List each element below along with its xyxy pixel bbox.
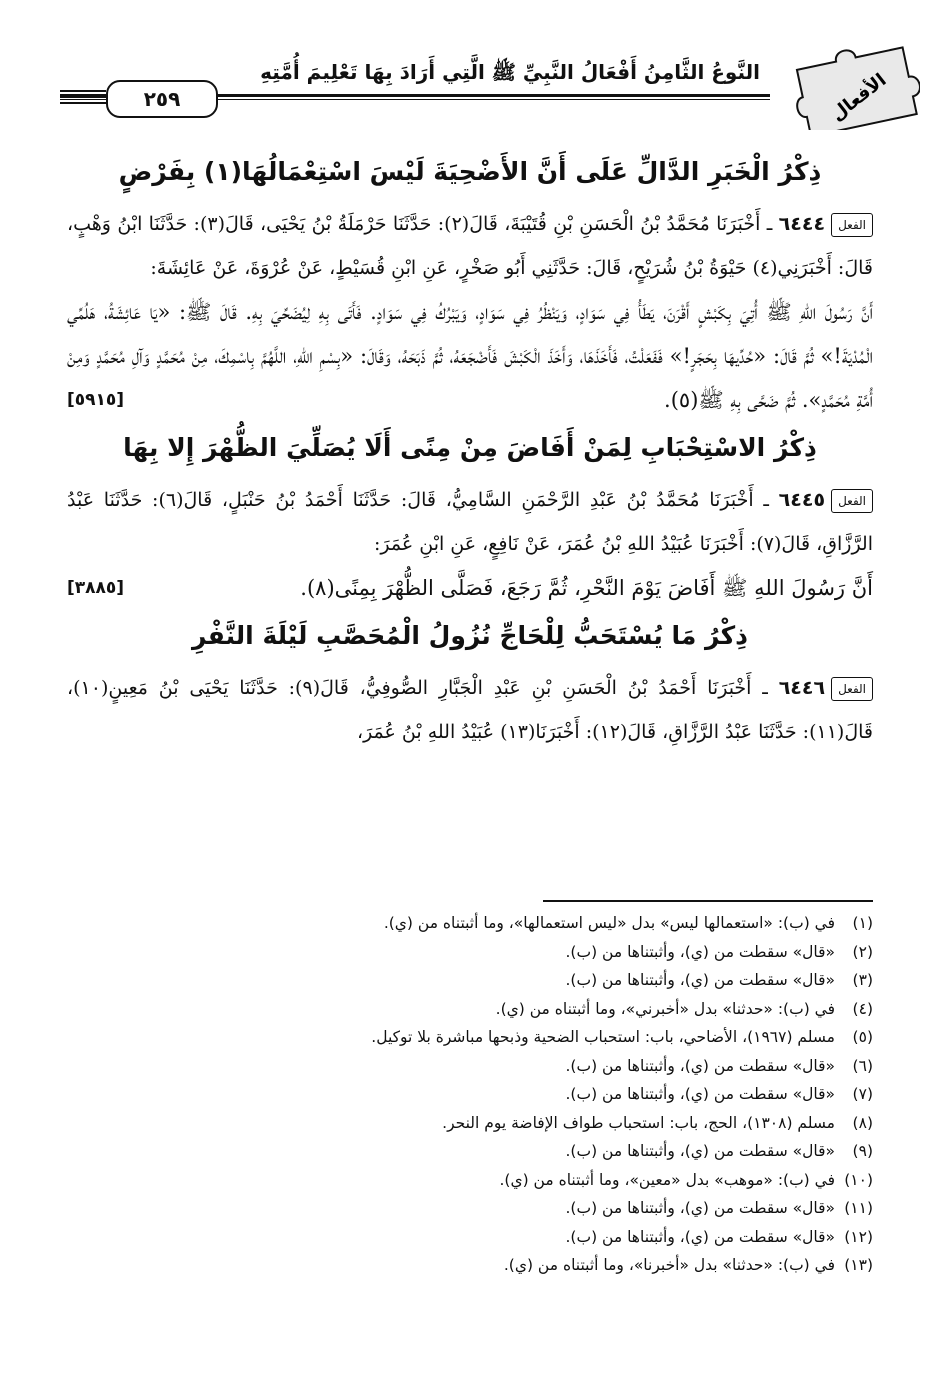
badge-label: الفعل — [831, 213, 873, 237]
footnote-text: «قال» سقطت من (ي)، وأثبتناها من (ب). — [565, 1056, 835, 1075]
footnote-number: (١٢) — [844, 1227, 873, 1246]
footnote — [67, 1109, 873, 1138]
footnote-number: (١٣) — [844, 1256, 873, 1274]
badge-label: الفعل — [831, 677, 873, 701]
footnote-text: «قال» سقطت من (ي)، وأثبتناها من (ب). — [565, 1142, 835, 1160]
footnote-number: (٢) — [852, 942, 873, 961]
matn-text: أَنَّ رَسُولَ اللهِ ﷺ أَفَاضَ يَوْمَ النَّحْرِ، ثُمَّ رَجَعَ، فَصَلَّى الظُّهْرَ بِمِنًى(٨). — [300, 576, 873, 600]
matn — [67, 566, 873, 610]
isnad-text: ـ أَخْبَرَنَا أَحْمَدُ بْنُ الْحَسَنِ بْنِ عَبْدِ الْجَبَّارِ الصُّوفِيُّ، قَالَ(٩): حَدَّثَنَا يَحْيَى بْنُ مَعِينٍ(١٠)، قَالَ(١١): حَدَّثَنَا عَبْدُ الرَّزَّاقِ، قَالَ(١٢): أَخْبَرَنَا(١٣) عُبَيْدُ اللهِ بْنُ عُمَرَ، — [67, 677, 873, 743]
footnote — [67, 1223, 873, 1252]
header-left-lines — [60, 90, 106, 108]
footnote-number: (٧) — [852, 1085, 873, 1103]
footnote-text: في (ب): «حدثنا» بدل «أخبرني»، وما أثبتناه من (ي). — [495, 999, 835, 1018]
isnad — [67, 666, 873, 754]
footnote-number: (١) — [852, 914, 873, 932]
cross-reference: [٥٩١٥] — [67, 390, 125, 410]
footnote — [67, 1166, 873, 1195]
footnote — [67, 1023, 873, 1052]
footnote — [67, 1251, 873, 1280]
puzzle-piece-icon — [792, 38, 920, 130]
footnote — [67, 909, 873, 938]
footnote — [67, 995, 873, 1024]
footnote-text: في (ب): «استعمالها ليس» بدل «ليس استعمالها»، وما أثبتناه من (ي). — [383, 914, 835, 932]
hadith-section — [67, 426, 873, 610]
section-title: ذِكْرُ الاسْتِحْبَابِ لِمَنْ أَفَاضَ مِنْ مِنًى أَلَا يُصَلِّيَ الظُّهْرَ إِلا بِهَا — [123, 433, 817, 462]
hadith-section — [67, 614, 873, 754]
hadith-number: ٦٤٤٦ — [778, 677, 826, 699]
footnote-number: (٣) — [852, 971, 873, 989]
footnote-text: مسلم (١٩٦٧)، الأضاحي، باب: استحباب الضحية وذبحها مباشرة بلا توكيل. — [371, 1028, 835, 1046]
footnote-text: «قال» سقطت من (ي)، وأثبتناها من (ب). — [565, 1227, 835, 1246]
section-title: ذِكْرُ مَا يُسْتَحَبُّ لِلْحَاجِّ نُزُولُ الْمُحَصَّبِ لَيْلَةَ النَّفْرِ — [192, 621, 748, 650]
footnote-number: (٨) — [852, 1113, 873, 1132]
footnote-text: «قال» سقطت من (ي)، وأثبتناها من (ب). — [565, 1085, 835, 1103]
footnote — [67, 938, 873, 967]
page-number: ٢٥٩ — [106, 80, 218, 118]
page-header — [60, 38, 910, 128]
matn-text: أَنَّ رَسُولَ اللهِ ﷺ أُتِيَ بِكَبْشٍ أَقْرَنَ، يَطَأُ فِي سَوَادٍ، وَيَنْظُرُ فِي سَوَادٍ، وَيَبْرُكُ فِي سَوَادٍ. فَأَتَى بِهِ لِيُضَحِّيَ بِهِ. قَالَ ﷺ: «يَا عَائِشَةُ، هَلُمِّي الْمُدْيَةَ!» ثُمَّ قَالَ: «حُدِّيهَا بِحَجَرٍ!» فَفَعَلْتُ، فَأَخَذَهَا، وَأَخَذَ الْكَبْشَ فَأَضْجَعَهُ، ثُمَّ ذَبَحَهُ، وَقَالَ: «بِسْمِ اللهِ، اللَّهُمَّ بِاسْمِكَ، مِنْ مُحَمَّدٍ وَآلِ مُحَمَّدٍ وَمِنْ أُمَّةِ مُحَمَّدٍ». ثُمَّ ضَحَّى بِهِ ﷺ(٥). — [67, 300, 873, 412]
footnote-number: (٦) — [852, 1056, 873, 1075]
hadith-section — [67, 150, 873, 422]
footnote — [67, 966, 873, 995]
badge-label: الفعل — [831, 489, 873, 513]
puzzle-label: الأفعال — [827, 69, 891, 126]
footnote-number: (١٠) — [844, 1170, 873, 1189]
isnad — [67, 478, 873, 566]
footnote-number: (٤) — [852, 999, 873, 1018]
footnote-number: (٥) — [852, 1028, 873, 1046]
running-title: النَّوعُ الثَّامِنُ أَفْعَالُ النَّبِيِّ ﷺ الَّتِي أَرَادَ بِهَا تَعْلِيمَ أُمَّتِهِ — [260, 60, 760, 84]
hadith-number: ٦٤٤٥ — [778, 489, 826, 511]
isnad-text: ـ أَخْبَرَنَا مُحَمَّدُ بْنُ عَبْدِ الرَّحْمَنِ السَّامِيُّ، قَالَ: حَدَّثَنَا أَحْمَدُ بْنُ حَنْبَلٍ، قَالَ(٦): حَدَّثَنَا عَبْدُ الرَّزَّاقِ، قَالَ(٧): أَخْبَرَنَا عُبَيْدُ اللهِ بْنُ عُمَرَ، عَنْ نَافِعٍ، عَنِ ابْنِ عُمَرَ: — [67, 489, 873, 555]
footnote — [67, 1137, 873, 1166]
footnote-text: في (ب): «موهب» بدل «معين»، وما أثبتناه من (ي). — [499, 1170, 835, 1189]
footnote-rule — [543, 900, 873, 902]
footnote-text: مسلم (١٣٠٨)، الحج، باب: استحباب طواف الإفاضة يوم النحر. — [442, 1113, 835, 1132]
footnote — [67, 1080, 873, 1109]
cross-reference: [٣٨٨٥] — [67, 578, 125, 598]
footnote — [67, 1052, 873, 1081]
footnote-text: «قال» سقطت من (ي)، وأثبتناها من (ب). — [565, 1199, 835, 1217]
footnote — [67, 1194, 873, 1223]
main-text — [67, 150, 873, 758]
hadith-number: ٦٤٤٤ — [778, 213, 826, 235]
section-title: ذِكْرُ الْخَبَرِ الدَّالِّ عَلَى أَنَّ الأَضْحِيَةَ لَيْسَ اسْتِعْمَالُهَا(١) بِفَرْضٍ — [118, 157, 822, 186]
matn — [67, 290, 873, 422]
footnotes — [67, 909, 873, 1280]
footnote-text: في (ب): «حدثنا» بدل «أخبرنا»، وما أثبتناه من (ي). — [503, 1256, 835, 1274]
footnote-number: (١١) — [844, 1199, 873, 1217]
isnad-text: ـ أَخْبَرَنَا مُحَمَّدُ بْنُ الْحَسَنِ بْنِ قُتَيْبَةَ، قَالَ(٢): حَدَّثَنَا حَرْمَلَةُ بْنُ يَحْيَى، قَالَ(٣): حَدَّثَنَا ابْنُ وَهْبٍ، قَالَ: أَخْبَرَنِي(٤) حَيْوَةُ بْنُ شُرَيْحٍ، قَالَ: حَدَّثَنِي أَبُو صَخْرٍ، عَنِ ابْنِ قُسَيْطٍ، عَنْ عُرْوَةَ، عَنْ عَائِشَةَ: — [67, 213, 873, 279]
footnote-text: «قال» سقطت من (ي)، وأثبتناها من (ب). — [565, 971, 835, 989]
isnad — [67, 202, 873, 290]
footnote-number: (٩) — [852, 1142, 873, 1160]
footnote-text: «قال» سقطت من (ي)، وأثبتناها من (ب). — [565, 942, 835, 961]
